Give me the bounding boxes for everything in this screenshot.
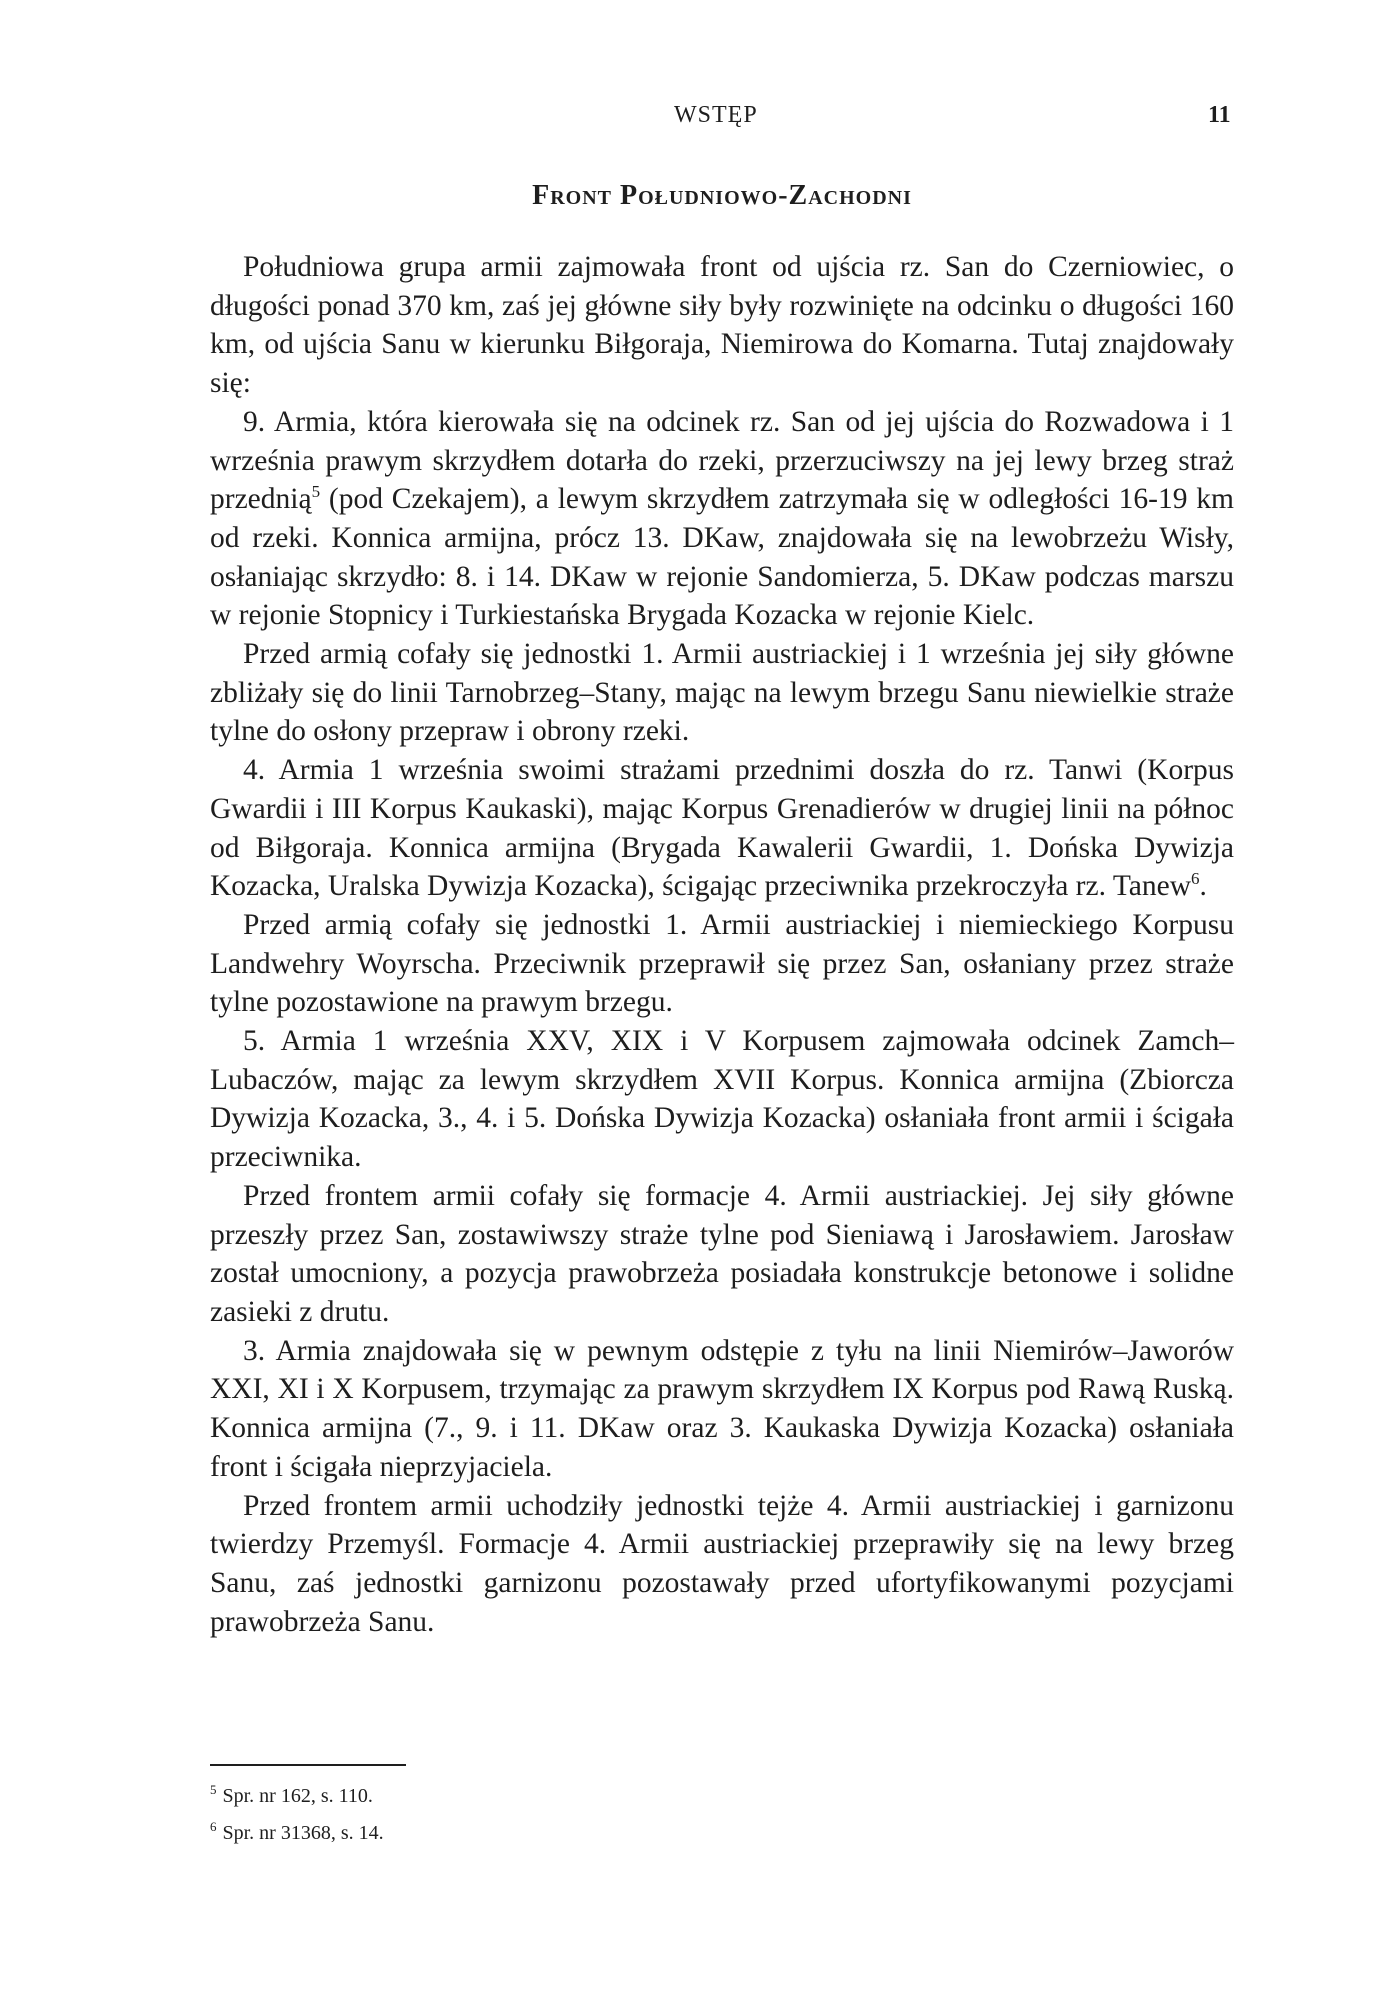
- paragraph-1: [210, 248, 1234, 403]
- footnote-5: [210, 1778, 1234, 1815]
- body-text: [210, 248, 1234, 1641]
- page-number: 11: [1208, 102, 1231, 128]
- paragraph-7: [210, 1177, 1234, 1332]
- paragraph-text: 9. Armia, która kierowała się na odcinek rz. San od jej ujścia do Rozwadowa i 1 września prawym skrzydłem dotarła do rzeki, przerzuciwszy na jej lewy brzeg straż przednią: [210, 405, 1234, 516]
- footnote-reference[interactable]: 6: [1191, 869, 1200, 889]
- paragraph-text: 5. Armia 1 września XXV, XIX i V Korpusem zajmowała odcinek Zamch–Lubaczów, mając za lewym skrzydłem XVII Korpus. Konnica armijna (Zbiorcza Dywizja Kozacka, 3., 4. i 5. Dońska Dywizja Kozacka) osłaniała front armii i ścigała przeciwnika.: [210, 1025, 1234, 1174]
- section-title: Front Południowo-Zachodni: [532, 180, 912, 211]
- paragraph-text-continued: (pod Czekajem), a lewym skrzydłem zatrzymała się w odległości 16-19 km od rzeki. Konnica armijna, prócz 13. DKaw, znajdowała się na lewobrzeżu Wisły, osłaniając skrzydło: 8. i 14. DKaw w rejonie Sandomierza, 5. DKaw podczas marszu w rejonie Stopnicy i Turkiestańska Brygada Kozacka w rejonie Kielc.: [210, 483, 1234, 632]
- paragraph-text: 4. Armia 1 września swoimi strażami przednimi doszła do rz. Tanwi (Korpus Gwardii i III Korpus Kaukaski), mając Korpus Grenadierów w drugiej linii na północ od Biłgoraja. Konnica armijna (Brygada Kawalerii Gwardii, 1. Dońska Dywizja Kozacka, Uralska Dywizja Kozacka), ścigając przeciwnika przekroczyła rz. Tanew: [210, 754, 1234, 903]
- paragraph-text: Przed armią cofały się jednostki 1. Armii austriackiej i 1 września jej siły główne zbliżały się do linii Tarnobrzeg–Stany, mając na lewym brzegu Sanu niewielkie straże tylne do osłony przepraw i obrony rzeki.: [210, 638, 1234, 748]
- paragraph-8: [210, 1332, 1234, 1487]
- footnote-6: [210, 1815, 1234, 1852]
- paragraph-text: 3. Armia znajdowała się w pewnym odstępie z tyłu na linii Niemirów–Jaworów XXI, XI i X Korpusem, trzymając za prawym skrzydłem IX Korpus pod Rawą Ruską. Konnica armijna (7., 9. i 11. DKaw oraz 3. Kaukaska Dywizja Kozacka) osłaniała front i ścigała nieprzyjaciela.: [210, 1334, 1234, 1483]
- footnote-reference[interactable]: 5: [311, 482, 321, 502]
- running-head: WSTĘP: [674, 102, 758, 128]
- paragraph-text: Przed frontem armii cofały się formacje 4. Armii austriackiej. Jej siły główne przeszły przez San, zostawiwszy straże tylne pod Sieniawą i Jarosławiem. Jarosław został umocniony, a pozycja prawobrzeża posiadała konstrukcje betonowe i solidne zasieki z drutu.: [210, 1179, 1234, 1328]
- paragraph-text: Przed frontem armii uchodziły jednostki tejże 4. Armii austriackiej i garnizonu twierdzy Przemyśl. Formacje 4. Armii austriackiej przeprawiły się na lewy brzeg Sanu, zaś jednostki garnizonu pozostawały przed ufortyfikowanymi pozycjami prawobrzeża Sanu.: [210, 1489, 1234, 1638]
- paragraph-5: [210, 906, 1234, 1022]
- footnote-divider: [210, 1764, 406, 1766]
- paragraph-text: Przed armią cofały się jednostki 1. Armii austriackiej i niemieckiego Korpusu Landwehry Woyrscha. Przeciwnik przeprawił się przez San, osłaniany przez straże tylne pozostawione na prawym brzegu.: [210, 908, 1234, 1019]
- paragraph-2: [210, 403, 1234, 635]
- paragraph-text-continued: .: [1199, 870, 1207, 903]
- footnote-marker: 6: [210, 1819, 217, 1835]
- footnotes: [210, 1778, 1234, 1852]
- footnote-text: Spr. nr 31368, s. 14.: [222, 1822, 384, 1844]
- paragraph-3: [210, 635, 1234, 751]
- footnote-text: Spr. nr 162, s. 110.: [222, 1785, 373, 1807]
- paragraph-text: Południowa grupa armii zajmowała front od ujścia rz. San do Czerniowiec, o długości ponad 370 km, zaś jej główne siły były rozwinięte na odcinku o długości 160 km, od ujścia Sanu w kierunku Biłgoraja, Niemirowa do Komarna. Tutaj znajdowały się:: [210, 251, 1234, 400]
- footnote-marker: 5: [210, 1782, 217, 1798]
- paragraph-6: [210, 1022, 1234, 1177]
- paragraph-9: [210, 1487, 1234, 1642]
- paragraph-4: [210, 751, 1234, 906]
